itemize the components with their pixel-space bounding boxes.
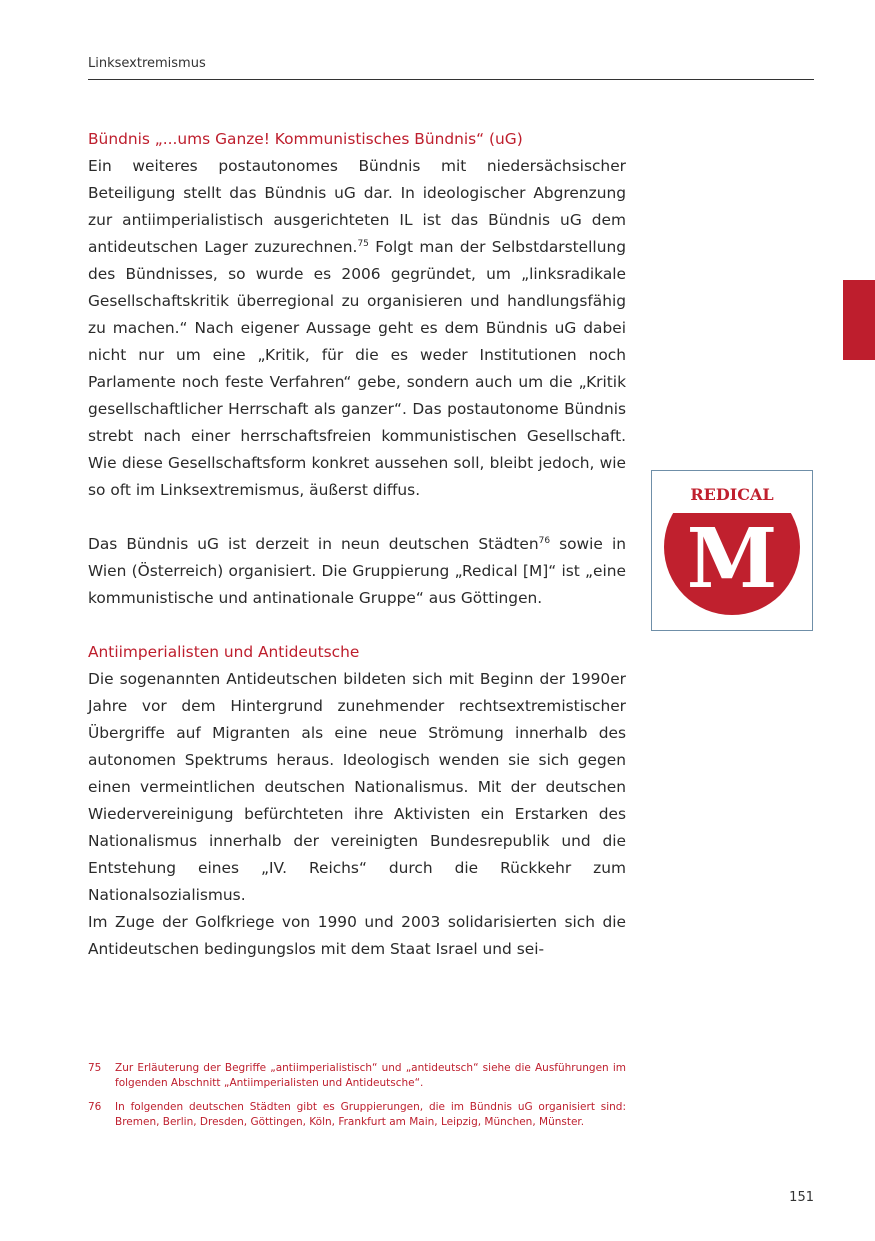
footnote-number: 76 (88, 1101, 102, 1113)
footnote-75 (88, 1061, 626, 1091)
footnotes (88, 1061, 626, 1139)
footnote-ref-75: 75 (357, 239, 369, 249)
paragraph-antideutsche-2: Im Zuge der Golfkriege von 1990 und 2003 solidarisierten sich die Antideutschen bedingungslos mit dem Staat Israel und sei- (88, 913, 626, 958)
chapter-tab-marker (843, 280, 875, 360)
page-number: 151 (789, 1190, 814, 1205)
main-text (88, 126, 626, 963)
section-heading-antideutsche: Antiimperialisten und Antideutsche (88, 643, 360, 661)
section-heading-uG: Bündnis „...ums Ganze! Kommunistisches Bündnis“ (uG) (88, 130, 523, 148)
footnote-number: 75 (88, 1062, 102, 1074)
paragraph-uG-1-text-a: Ein weiteres postautonomes Bündnis mit niedersächsischer Beteiligung stellt das Bündnis uG dar. In ideologischer Abgrenzung zur antiimperialistisch ausgerichteten IL ist das Bündnis uG dem antideutschen Lager zuzurechnen. (88, 157, 626, 256)
logo-letter: M (686, 511, 778, 607)
paragraph-antideutsche-1: Die sogenannten Antideutschen bildeten sich mit Beginn der 1990er Jahre vor dem Hintergrund zunehmender rechtsextremistischer Übergriffe auf Migranten als eine neue Strömung innerhalb des autonomen Spektrums heraus. Ideologisch wenden sie sich gegen einen vermeintlichen deutschen Nationalismus. Mit der deutschen Wiedervereinigung befürchteten ihre Aktivisten ein Erstarken des Nationalismus innerhalb der vereinigten Bundesrepublik und die Entstehung eines „IV. Reichs“ durch die Rückkehr zum Nationalsozialismus. (88, 670, 626, 904)
logo-graphic (652, 471, 812, 630)
footnote-text: In folgenden deutschen Städten gibt es Gruppierungen, die im Bündnis uG organisiert sind: Bremen, Berlin, Dresden, Göttingen, Köln, Frankfurt am Main, Leipzig, München, Münster. (115, 1101, 626, 1128)
footnote-text: Zur Erläuterung der Begriffe „antiimperialistisch“ und „antideutsch“ siehe die Ausführungen im folgenden Abschnitt „Antiimperialisten und Antideutsche“. (115, 1062, 626, 1089)
paragraph-uG-2-text-b: sowie in Wien (Österreich) organisiert. Die Gruppierung „Redical [M]“ ist „eine kommunistische und antinationale Gruppe“ aus Göttingen. (88, 535, 626, 607)
redical-m-logo (651, 470, 813, 631)
running-header: Linksextremismus (88, 56, 206, 71)
footnote-76 (88, 1100, 626, 1130)
paragraph-uG-1 (88, 153, 626, 504)
logo-top-text: REDICAL (690, 485, 774, 504)
header-rule (88, 79, 814, 80)
footnote-ref-76: 76 (538, 536, 551, 546)
paragraph-uG-2-text-a: Das Bündnis uG ist derzeit in neun deutschen Städten (88, 535, 539, 553)
paragraph-uG-2 (88, 531, 626, 612)
paragraph-uG-1-text-b: Folgt man der Selbstdarstellung des Bündnisses, so wurde es 2006 gegründet, um „linksradikale Gesellschaftskritik überregional zu organisieren und handlungsfähig zu machen.“ Nach eigener Aussage geht es dem Bündnis uG dabei nicht nur um eine „Kritik, für die es weder Institutionen noch Parlamente noch feste Verfahren“ gebe, sondern auch um die „Kritik gesellschaftlicher Herrschaft als ganzer“. Das postautonome Bündnis strebt nach einer herrschaftsfreien kommunistischen Gesellschaft. Wie diese Gesellschaftsform konkret aussehen soll, bleibt jedoch, wie so oft im Linksextremismus, äußerst diffus. (88, 238, 626, 499)
